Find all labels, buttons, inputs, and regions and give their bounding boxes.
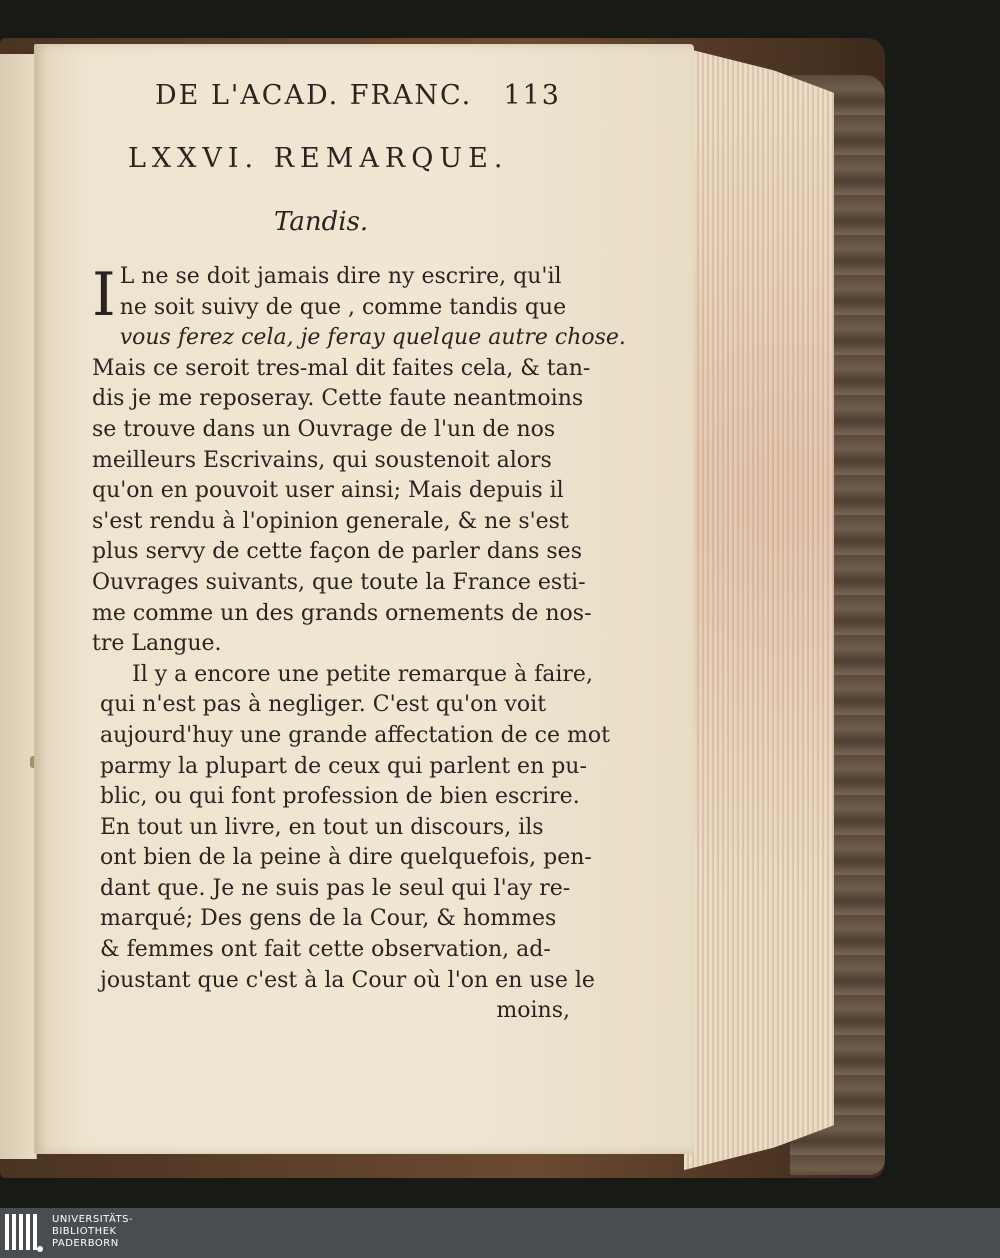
text-line: s'est rendu à l'opinion generale, & ne s'est [92, 508, 569, 534]
institution-line-3: PADERBORN [52, 1238, 119, 1249]
institution-line-2: BIBLIOTHEK [52, 1226, 117, 1237]
institution-name [52, 1214, 133, 1250]
text-line: Mais ce seroit tres-mal dit faites cela, & tan- [92, 355, 591, 381]
page-fore-edge [684, 48, 834, 1170]
text-line: L ne se doit jamais dire ny escrire, qu'il [119, 264, 562, 289]
text-line: blic, ou qui font profession de bien escrire. [100, 784, 580, 810]
left-page-edge [0, 54, 37, 1159]
text-line: tre Langue. [92, 631, 222, 657]
text-line: qu'on en pouvoit user ainsi; Mais depuis il [92, 478, 564, 504]
text-line: meilleurs Escrivains, qui soustenoit alors [92, 447, 552, 473]
text-line: & femmes ont fait cette observation, ad- [100, 937, 551, 963]
text-line: ont bien de la peine à dire quelquefois, pen- [100, 845, 592, 871]
text-line: aujourd'huy une grande affectation de ce mot [100, 722, 610, 748]
text-line: marqué; Des gens de la Cour, & hommes [100, 906, 557, 932]
page-header [155, 80, 575, 120]
text-line: plus servy de cette façon de parler dans ses [92, 539, 582, 565]
text-line: vous ferez cela, je feray quelque autre chose. [119, 325, 626, 351]
remark-subtitle: Tandis. [274, 207, 369, 237]
text-line: qui n'est pas à negliger. C'est qu'on voit [100, 692, 547, 718]
body-text [92, 260, 626, 1027]
drop-cap: I [92, 260, 116, 330]
text-line: joustant que c'est à la Cour où l'on en use le [100, 967, 595, 993]
running-title: DE L'ACAD. FRANC. [155, 80, 473, 111]
page-number: 113 [503, 80, 561, 111]
catchword: moins, [496, 998, 570, 1024]
text-line: parmy la plupart de ceux qui parlent en pu- [100, 753, 587, 779]
text-line: se trouve dans un Ouvrage de l'un de nos [92, 416, 556, 442]
institution-line-1: UNIVERSITÄTS- [52, 1214, 134, 1225]
university-library-logo-icon [4, 1212, 44, 1254]
text-line: Ouvrages suivants, que toute la France esti- [92, 569, 586, 595]
remark-title: LXXVI. REMARQUE. [128, 143, 509, 174]
text-line: ne soit suivy de que , comme tandis que [119, 294, 567, 320]
text-line: dis je me reposeray. Cette faute neantmoins [92, 386, 584, 412]
text-line: dant que. Je ne suis pas le seul qui l'ay re- [100, 875, 571, 901]
text-line: me comme un des grands ornements de nos- [92, 600, 592, 626]
text-line: Il y a encore une petite remarque à faire, [132, 661, 593, 687]
text-line: En tout un livre, en tout un discours, ils [100, 814, 544, 840]
footer-bar [0, 1208, 1000, 1258]
